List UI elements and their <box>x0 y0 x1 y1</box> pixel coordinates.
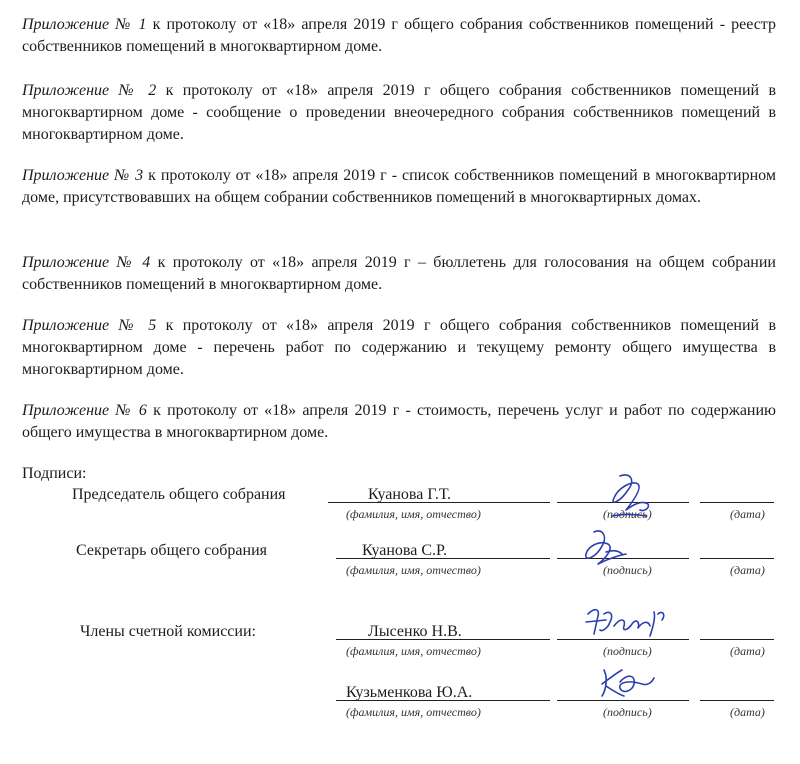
appendix-2-label: Приложение № 2 <box>22 82 157 99</box>
member2-date-hint: (дата) <box>730 705 765 719</box>
secretary-signature-icon <box>566 524 646 576</box>
appendix-4-text: к протоколу от «18» апреля 2019 г – бюллетень для голосования на общем собрании собственников помещений в многоквартирном доме. <box>22 254 776 293</box>
secretary-name: Куанова С.Р. <box>362 542 447 559</box>
appendix-6-label: Приложение № 6 <box>22 402 147 419</box>
member2-signature-hint: (подпись) <box>603 705 652 719</box>
chairman-role: Председатель общего собрания <box>72 486 286 503</box>
appendix-3-label: Приложение № 3 <box>22 167 144 184</box>
appendix-5-text: к протоколу от «18» апреля 2019 г общего собрания собственников помещений в многоквартирном доме - перечень работ по содержанию и текущему ремонту общего имущества в многоквартирном доме. <box>22 317 776 378</box>
member1-name: Лысенко Н.В. <box>368 623 462 640</box>
appendix-1-label: Приложение № 1 <box>22 16 147 33</box>
chairman-signature-hint: (подпись) <box>603 507 652 521</box>
member1-signature-hint: (подпись) <box>603 644 652 658</box>
appendix-5-label: Приложение № 5 <box>22 317 157 334</box>
chairman-date-hint: (дата) <box>730 507 765 521</box>
appendix-1-text: к протоколу от «18» апреля 2019 г общего собрания собственников помещений - реестр собственников помещений в многоквартирном доме. <box>22 16 776 55</box>
appendix-4 <box>22 252 776 296</box>
appendix-5 <box>22 315 776 381</box>
appendix-4-label: Приложение № 4 <box>22 254 151 271</box>
appendix-2 <box>22 80 776 146</box>
appendix-2-text: к протоколу от «18» апреля 2019 г общего собрания собственников помещений в многоквартирном доме - сообщение о проведении внеочередного собрания собственников помещений в многоквартирном доме. <box>22 82 776 143</box>
commission-role: Члены счетной комиссии: <box>80 623 256 640</box>
secretary-name-hint: (фамилия, имя, отчество) <box>346 563 481 577</box>
member2-signature-icon <box>590 662 670 704</box>
appendix-6 <box>22 400 776 444</box>
secretary-signature-hint: (подпись) <box>603 563 652 577</box>
chairman-date-line <box>700 502 774 503</box>
member2-name-hint: (фамилия, имя, отчество) <box>346 705 481 719</box>
member2-date-line <box>700 700 774 701</box>
appendix-3 <box>22 165 776 209</box>
signatures-heading: Подписи: <box>22 465 87 482</box>
appendix-6-text: к протоколу от «18» апреля 2019 г - стоимость, перечень услуг и работ по содержанию общего имущества в многоквартирном доме. <box>22 402 777 441</box>
member1-date-hint: (дата) <box>730 644 765 658</box>
member1-date-line <box>700 639 774 640</box>
chairman-name: Куанова Г.Т. <box>368 486 451 503</box>
chairman-signature-icon <box>590 470 670 522</box>
secretary-date-hint: (дата) <box>730 563 765 577</box>
member1-signature-icon <box>580 600 680 644</box>
appendix-1 <box>22 14 776 58</box>
member2-name: Кузьменкова Ю.А. <box>346 684 473 701</box>
secretary-role: Секретарь общего собрания <box>76 542 267 559</box>
member1-name-hint: (фамилия, имя, отчество) <box>346 644 481 658</box>
chairman-name-hint: (фамилия, имя, отчество) <box>346 507 481 521</box>
appendix-3-text: к протоколу от «18» апреля 2019 г - список собственников помещений в многоквартирном доме, присутствовавших на общем собрании собственников помещений в многоквартирных домах. <box>22 167 777 206</box>
secretary-date-line <box>700 558 774 559</box>
